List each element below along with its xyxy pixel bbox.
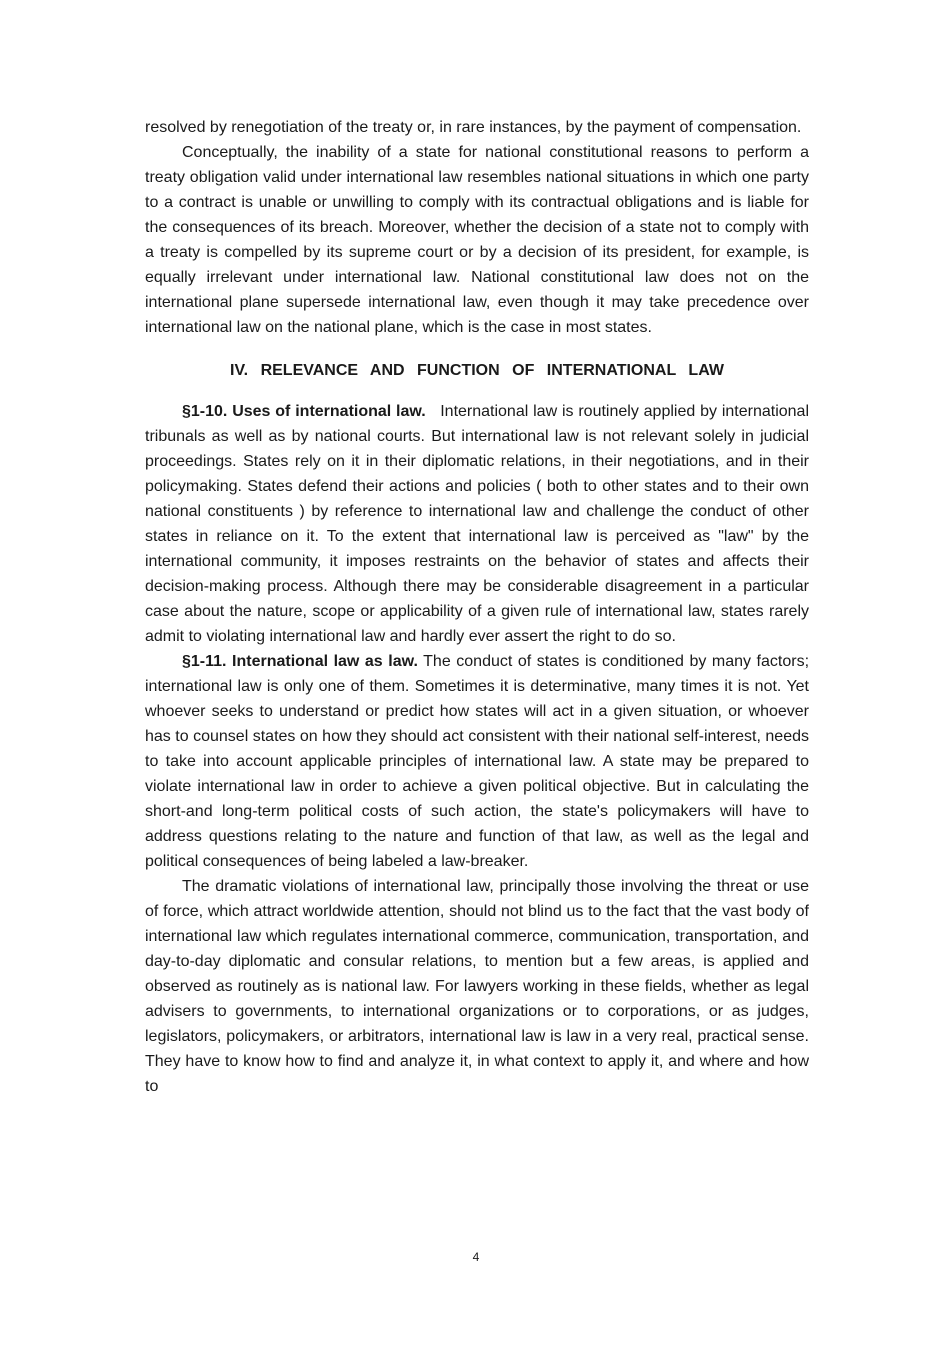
document-page xyxy=(145,115,809,1099)
paragraph-section-1-11 xyxy=(145,649,809,874)
paragraph-dramatic-violations: The dramatic violations of international law, principally those involving the threat or use of force, which attract worldwide attention, should not blind us to the fact that the vast body of international law which regulates international commerce, communication, transportation, and day-to-day diplomatic and consular relations, to mention but a few areas, is applied and observed as routinely as is national law. For lawyers working in these fields, whether as legal advisers to governments, to international organizations or to corporations, or as judges, legislators, policymakers, or arbitrators, international law is law in a very real, practical sense. They have to know how to find and analyze it, in what context to apply it, and where and how to xyxy=(145,878,809,1095)
section-1-10-label: §1-10. Uses of international law. xyxy=(182,403,426,420)
page-number: 4 xyxy=(472,1250,480,1264)
section-heading: IV. RELEVANCE AND FUNCTION OF INTERNATIONAL LAW xyxy=(230,362,724,379)
paragraph-conceptually: Conceptually, the inability of a state for national constitutional reasons to perform a treaty obligation valid under international law resembles national situations in which one party to a contract is unable or unwilling to comply with its contractual obligations and is liable for the consequences of its breach. Moreover, whether the decision of a state not to comply with a treaty is compelled by its supreme court or by a decision of its president, for example, is equally irrelevant under international law. National constitutional law does not on the international plane supersede international law, even though it may take precedence over international law on the national plane, which is the case in most states. xyxy=(145,144,809,336)
paragraph-section-1-10 xyxy=(145,399,809,649)
section-1-11-text: The conduct of states is conditioned by many factors; international law is only one of them. Sometimes it is determinative, many times it is not. Yet whoever seeks to understand or predict how states will act in a given situation, or whoever has to counsel states on how they should act consistent with their national self-interest, needs to take into account applicable principles of international law. A state may be prepared to violate international law in order to achieve a given political objective. But in calculating the short-and long-term political costs of such action, the state's policymakers will have to address questions relating to the nature and function of that law, as well as the legal and political consequences of being labeled a law-breaker. xyxy=(145,653,810,870)
section-1-10-text: International law is routinely applied by international tribunals as well as by national courts. But international law is not relevant solely in judicial proceedings. States rely on it in their diplomatic relations, in their negotiations, and in their policymaking. States defend their actions and policies ( both to other states and to their own national constituents ) by reference to international law and challenge the conduct of other states in reliance on it. To the extent that international law is perceived as "law" by the international community, it imposes restraints on the behavior of states and affects their decision-making process. Although there may be considerable disagreement in a particular case about the nature, scope or applicability of a given rule of international law, states rarely admit to violating international law and hardly ever assert the right to do so. xyxy=(145,403,809,645)
section-1-11-label: §1-11. International law as law. xyxy=(182,653,418,670)
paragraph-continuation: resolved by renegotiation of the treaty or, in rare instances, by the payment of compensation. xyxy=(145,119,802,136)
